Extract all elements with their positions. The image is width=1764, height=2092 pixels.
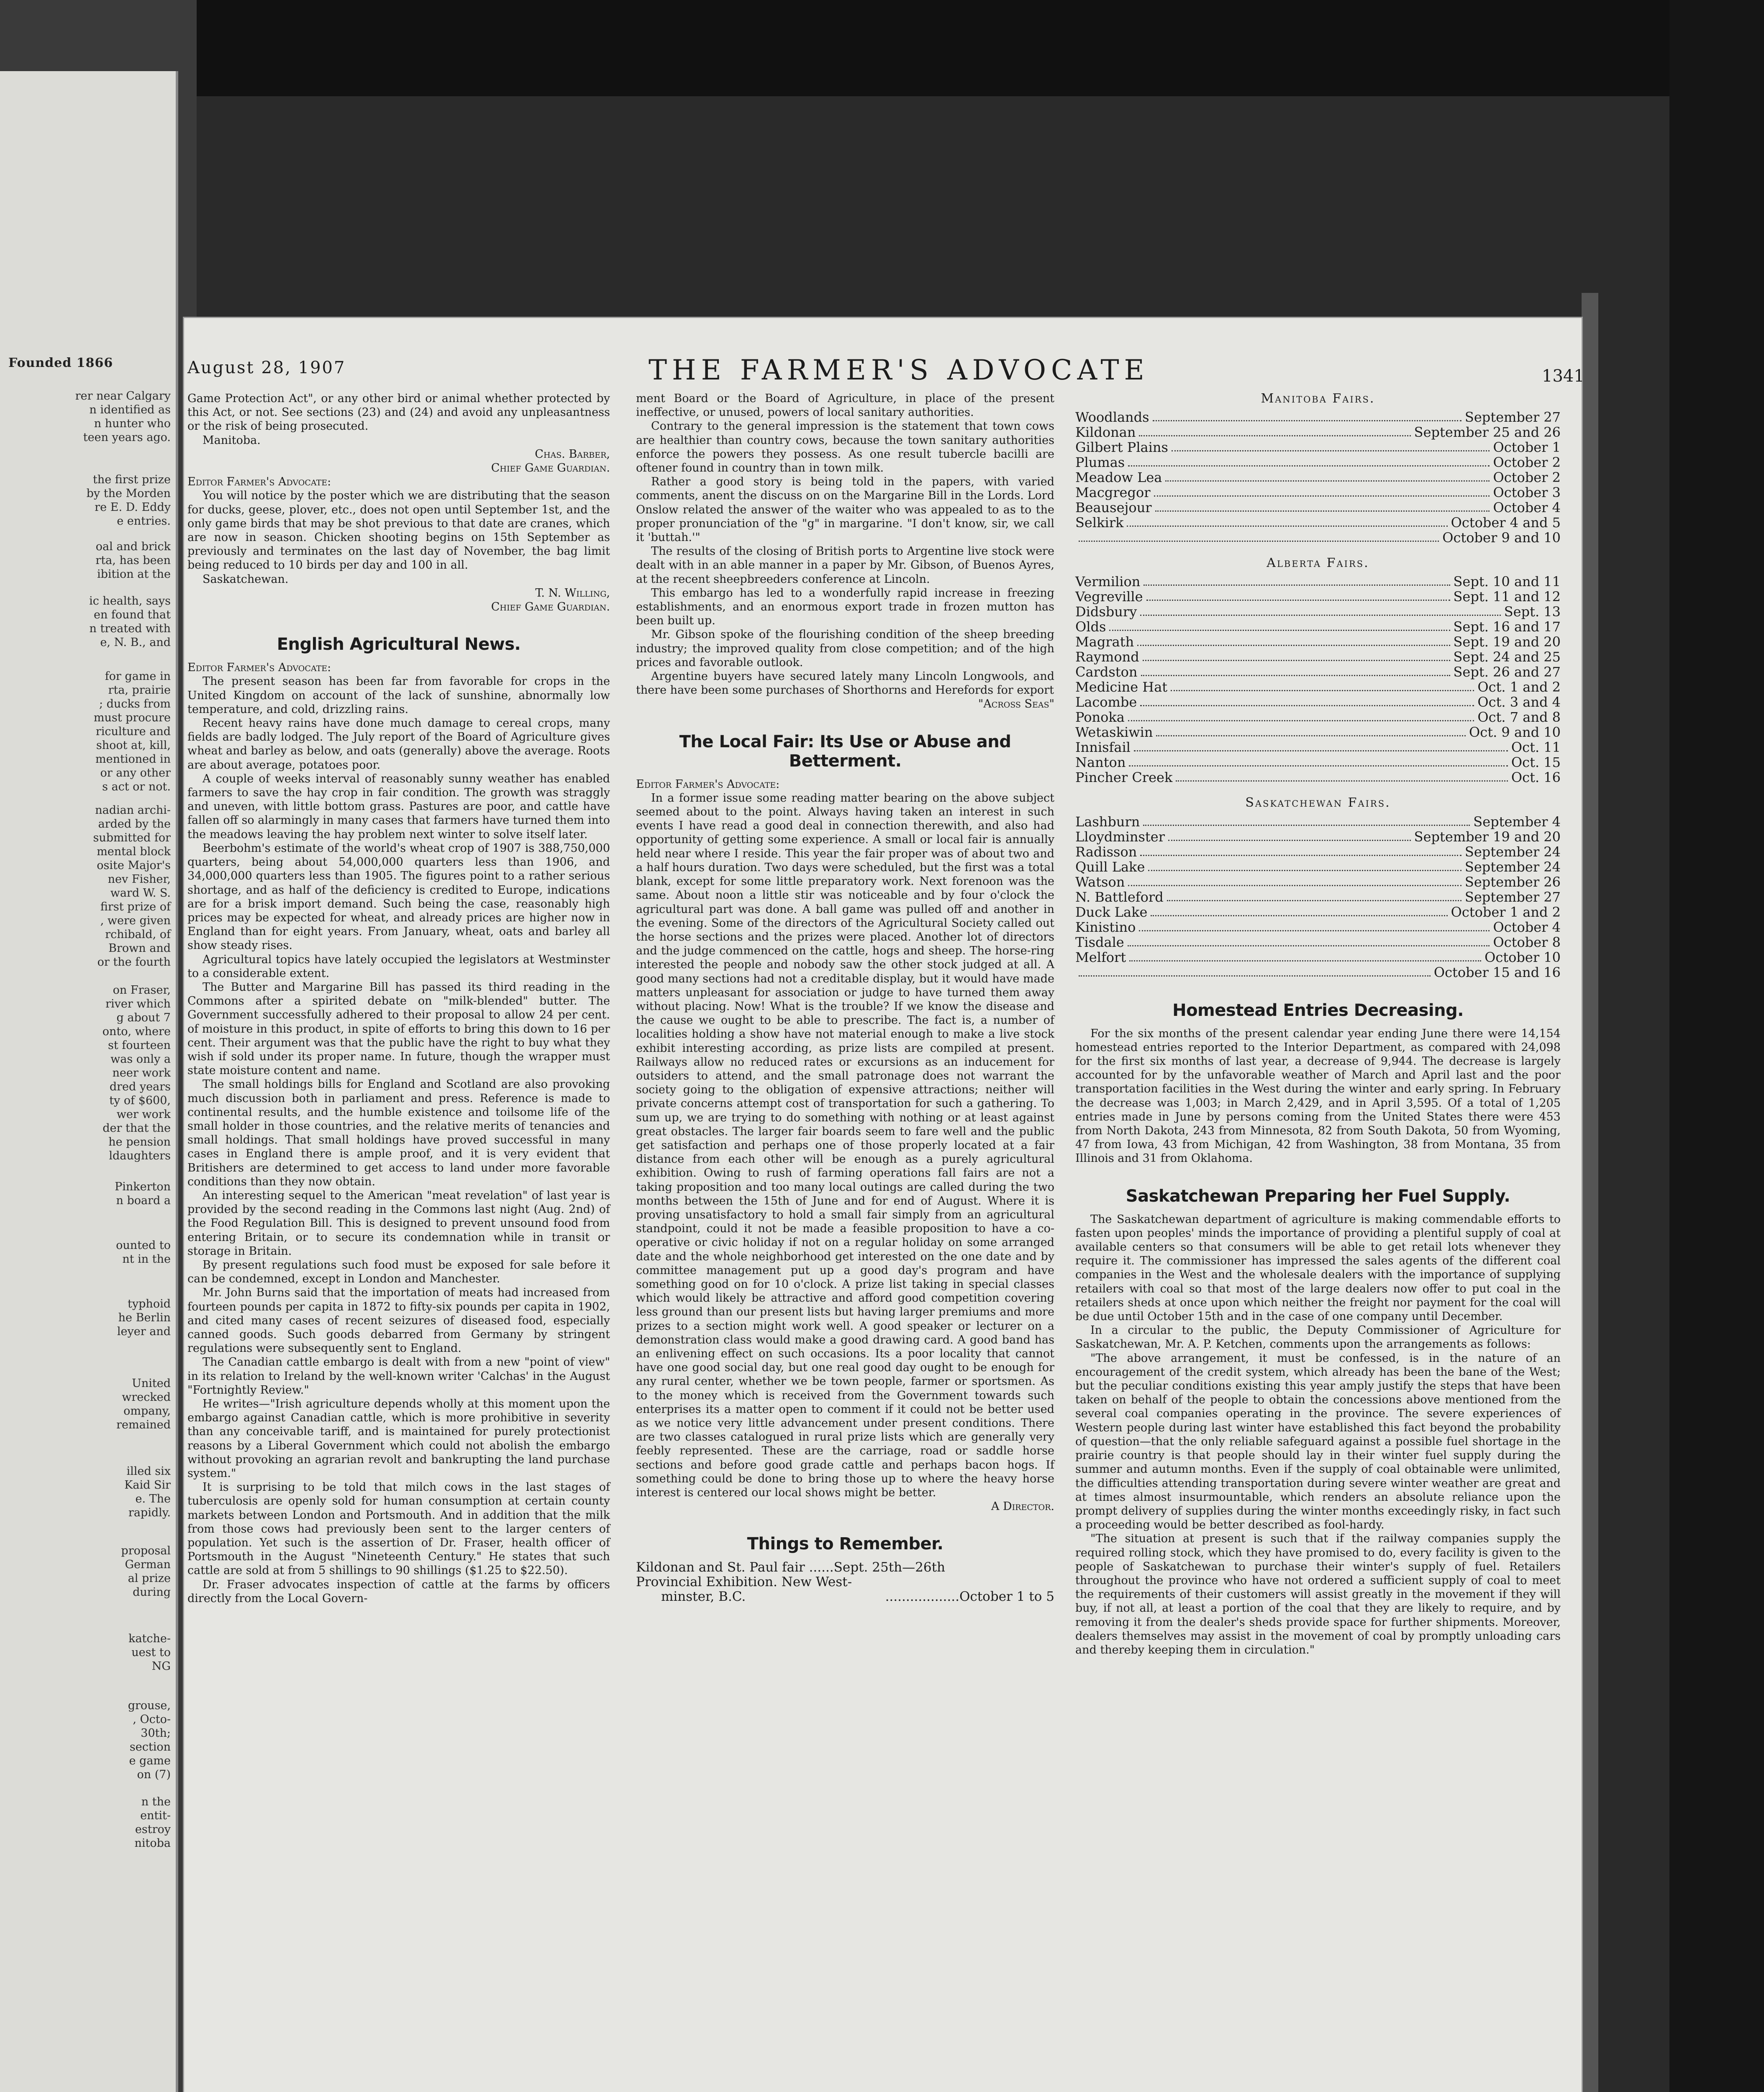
fair-dates: October 1 and 2 <box>1451 904 1561 920</box>
fair-listing <box>1075 470 1561 485</box>
dot-leader <box>1140 604 1500 616</box>
fair-listing <box>1075 740 1561 755</box>
fair-listing <box>1075 695 1561 710</box>
scanner-background-top <box>0 0 1764 96</box>
fair-listing <box>1075 965 1561 980</box>
fair-town: Selkirk <box>1075 515 1124 531</box>
dot-leader <box>1165 470 1490 482</box>
paragraph: Game Protection Act", or any other bird or animal whether protected by this Act, or not. See sections (23) and (24) and avoid any unpleasantness or the risk of being prosecuted. <box>187 392 610 433</box>
facing-page-text: ounted to nt in the <box>116 1239 171 1266</box>
signature-name: "Across Seas" <box>978 697 1054 711</box>
editor-salutation: Editor Farmer's Advocate: <box>187 475 331 489</box>
fair-dates: Oct. 9 and 10 <box>1469 724 1561 741</box>
fair-dates: October 4 <box>1493 919 1561 935</box>
paragraph: Mr. John Burns said that the importation of meats had increased from fourteen pounds per capita in 1872 to fifty-six pounds per capita in 1902, and cited many cases of recent seizures of diseased food, especially canned goods. Such goods debarred from Germany by stringent regulations were subsequently sent to England. <box>187 1286 610 1355</box>
dot-leader <box>1155 500 1490 512</box>
paragraph: Beerbohm's estimate of the world's wheat crop of 1907 is 388,750,000 quarters, being about 54,000,000 quarters less than 1906, and 34,000,000 quarters less than 1905. The figures point to a rather serious shortage, and as half of the deficiency is credited to Europe, indications are for a brisk import demand. Such being the case, reasonably high prices may be expected for wheat, and already prices are higher now in England than for eight years. From January, wheat, oats and barley all show steady rises. <box>187 841 610 952</box>
fairs-list-alberta <box>1075 574 1561 785</box>
paragraph: By present regulations such food must be exposed for sale before it can be condemned, except in London and Manchester. <box>187 1258 610 1286</box>
fairs-heading-manitoba: Manitoba Fairs. <box>1261 391 1375 406</box>
fair-listing <box>1075 844 1561 859</box>
facing-page-text: Pinkerton n board a <box>115 1180 171 1207</box>
fairs-list-saskatchewan <box>1075 814 1561 980</box>
paragraph: A couple of weeks interval of reasonably sunny weather has enabled farmers to save the hay crop in fair condition. The growth was straggly and uneven, with little bottom grass. Pastures are poor, and cattle have fallen off so alarmingly in many cases that farmers have turned them into the meadows leaving the hay problem next winter to solve itself later. <box>187 772 610 841</box>
fair-dates: October 1 <box>1493 439 1561 456</box>
facing-page-text: illed six Kaid Sir e. The rapidly. <box>124 1465 171 1519</box>
paragraph: The Canadian cattle embargo is dealt with from a new "point of view" in its relation to Ireland by the well-known writer 'Calchas' in the August "Fortnightly Review." <box>187 1356 610 1397</box>
fair-town: Watson <box>1075 874 1125 890</box>
dot-leader <box>1128 935 1490 946</box>
fair-dates: Oct. 11 <box>1511 739 1561 756</box>
fair-dates: October 8 <box>1493 934 1561 950</box>
fair-town: Meadow Lea <box>1075 469 1162 486</box>
dot-leader <box>1143 649 1450 661</box>
dot-leader <box>1148 859 1461 871</box>
founded-label: Founded 1866 <box>8 356 113 370</box>
fair-dates: Sept. 19 and 20 <box>1453 634 1561 650</box>
fair-dates: September 24 <box>1464 859 1561 875</box>
paragraph: The small holdings bills for England and Scotland are also provoking much discussion both in parliament and press. Reference is made to continental results, and the humble existence and toilsome life of the small holder in those countries, and the relative merits of tenancies and small holdings. That small holdings have proved successful in many cases in England there is ample proof, and it is very evident that Britishers are determined to get access to land under more favorable conditions than they now obtain. <box>187 1078 610 1188</box>
editor-salutation: Editor Farmer's Advocate: <box>187 661 331 674</box>
fair-town: Nanton <box>1075 754 1126 771</box>
article-heading: Things to Remember. <box>747 1534 944 1554</box>
fair-listing <box>1075 485 1561 500</box>
dot-leader <box>1109 619 1450 631</box>
fair-listing <box>1075 679 1561 695</box>
dot-leader <box>1140 844 1461 856</box>
signature-title: Chief Game Guardian. <box>491 600 610 614</box>
fair-town: Wetaskiwin <box>1075 724 1153 741</box>
fair-listing <box>1075 814 1561 829</box>
dot-leader <box>1168 829 1411 841</box>
dot-leader <box>1137 634 1450 646</box>
fair-dates: Oct. 3 and 4 <box>1477 694 1561 710</box>
masthead-title: THE FARMER'S ADVOCATE <box>649 354 1149 386</box>
dot-leader <box>1139 920 1490 931</box>
fair-town: Pincher Creek <box>1075 769 1173 786</box>
facing-page-text: grouse, , Octo- 30th; section e game on (7) <box>128 1699 171 1781</box>
column-2 <box>636 392 1054 1604</box>
dot-leader <box>1171 679 1474 691</box>
fair-dates: Sept. 24 and 25 <box>1453 649 1561 665</box>
paragraph: Mr. Gibson spoke of the flourishing condition of the sheep breeding industry; the improved quality from close competition; and of the high prices and favorable outlook. <box>636 628 1054 669</box>
column-3 <box>1075 392 1561 1657</box>
fair-town: Beausejour <box>1075 500 1152 516</box>
dot-leader <box>1172 440 1490 451</box>
page-number: 1341 <box>1542 367 1585 386</box>
fair-dates: Sept. 13 <box>1504 604 1561 620</box>
paragraph: This embargo has led to a wonderfully rapid increase in freezing establishments, and an enormous export trade in frozen mutton has been built up. <box>636 586 1054 628</box>
fair-listing <box>1075 455 1561 470</box>
fair-listing <box>1075 725 1561 740</box>
fair-town: Raymond <box>1075 649 1139 665</box>
paragraph: It is surprising to be told that milch cows in the last stages of tuberculosis are openly sold for human consumption at certain county markets between London and Portsmouth. And in addition that the milk from those cows had previously been sent to the larger centers of population. Yet such is the assertion of Dr. Fraser, health officer of Portsmouth in the August "Nineteenth Century." He states that such cattle are sold at from 5 shillings to 90 shillings ($1.25 to $22.50). <box>187 1481 610 1577</box>
fair-town: Macgregor <box>1075 485 1151 501</box>
paragraph: Contrary to the general impression is the statement that town cows are healthier than country cows, because the town sanitary authorities enforce the powers they possess. As one result tubercle bacilli are oftener found in country than in town milk. <box>636 420 1054 475</box>
fair-dates: Sept. 11 and 12 <box>1453 589 1561 605</box>
fair-dates: Oct. 7 and 8 <box>1477 709 1561 726</box>
dot-leader <box>1153 410 1461 421</box>
place-name: Manitoba. <box>203 433 261 447</box>
dot-leader <box>1128 874 1461 886</box>
paragraph: Argentine buyers have secured lately many Lincoln Longwools, and there have been some purchases of Shorthorns and Herefords for export <box>636 670 1054 697</box>
facing-page-text: nadian archi- arded by the submitted for mental block osite Major's nev Fisher, ward W. S. first prize of , were given rchibald, of Brown and or the fourth <box>93 804 171 969</box>
paragraph: The Butter and Margarine Bill has passed its third reading in the Commons after a spirited debate on "milk-blended" butter. The Government successfully adhered to their proposal to allow 24 per cent. of moisture in this product, in spite of efforts to bring this down to 16 per cent. Their argument was that the public have the right to buy what they wish if sold under its proper name. In future, though the wrapper must state moisture content and name. <box>187 980 610 1077</box>
fair-dates: Oct. 1 and 2 <box>1477 679 1561 695</box>
fair-listing <box>1075 920 1561 935</box>
dot-leader <box>1143 814 1470 826</box>
fair-listing <box>1075 905 1561 920</box>
signature-name: T. N. Willing, <box>535 586 610 600</box>
dot-leader <box>1128 455 1490 467</box>
editor-salutation: Editor Farmer's Advocate: <box>636 777 780 791</box>
dot-leader <box>1146 589 1450 601</box>
dot-leader <box>1176 770 1508 782</box>
fair-listing <box>1075 410 1561 425</box>
dot-leader <box>1144 574 1450 586</box>
event-listing: Provincial Exhibition. New West- <box>636 1574 852 1590</box>
fair-dates: October 4 <box>1493 500 1561 516</box>
fair-town: Duck Lake <box>1075 904 1148 920</box>
signature-name: Chas. Barber, <box>535 447 610 461</box>
fair-town: Lacombe <box>1075 694 1137 710</box>
newspaper-page <box>184 318 1585 2092</box>
facing-page-text: proposal German al prize during <box>121 1544 171 1599</box>
fair-listing <box>1075 425 1561 440</box>
fair-listing <box>1075 604 1561 619</box>
paragraph: ment Board or the Board of Agriculture, in place of the present ineffective, or unused, powers of local sanitary authorities. <box>636 392 1054 419</box>
fair-town: Vermilion <box>1075 574 1141 590</box>
place-name: Saskatchewan. <box>203 572 289 586</box>
fair-listing <box>1075 890 1561 905</box>
paragraph: Dr. Fraser advocates inspection of cattle at the farms by officers directly from the Local Govern- <box>187 1578 610 1605</box>
dot-leader <box>1079 530 1439 542</box>
facing-page-text: the first prize by the Morden re E. D. Eddy e entries. <box>86 473 171 528</box>
fair-town: Olds <box>1075 619 1106 635</box>
column-1 <box>187 392 610 1605</box>
fair-town: Ponoka <box>1075 709 1125 726</box>
fair-dates: October 15 and 16 <box>1433 964 1561 980</box>
event-listing: Kildonan and St. Paul fair ......Sept. 25th—26th <box>636 1560 945 1575</box>
dot-leader <box>1129 950 1481 961</box>
article-heading: English Agricultural News. <box>277 635 521 654</box>
fair-dates: October 2 <box>1493 454 1561 471</box>
fair-town: Innisfail <box>1075 739 1131 756</box>
fair-listing <box>1075 619 1561 634</box>
event-dates: ..................October 1 to 5 <box>885 1589 1054 1605</box>
fair-town: Quill Lake <box>1075 859 1145 875</box>
article-heading: Saskatchewan Preparing her Fuel Supply. <box>1126 1186 1510 1206</box>
page-header <box>184 354 1585 387</box>
fair-town: Didsbury <box>1075 604 1137 620</box>
fair-dates: October 4 and 5 <box>1451 515 1561 531</box>
fair-town: Lashburn <box>1075 813 1140 830</box>
paragraph: The present season has been far from favorable for crops in the United Kingdom on account of the lack of sunshine, abnormally low temperature, and cold, drizzling rains. <box>187 675 610 716</box>
fair-listing <box>1075 649 1561 664</box>
fair-dates: September 4 <box>1473 813 1561 830</box>
page-edge-shadow <box>1582 293 1598 2092</box>
signature-name: A Director. <box>991 1500 1054 1513</box>
fair-listing <box>1075 530 1561 545</box>
fair-town: Melfort <box>1075 949 1126 965</box>
fair-listing <box>1075 874 1561 890</box>
fair-town: Tisdale <box>1075 934 1124 950</box>
facing-page-text: oal and brick rta, has been ibition at the <box>95 540 171 581</box>
event-listing <box>636 1590 1054 1604</box>
fair-listing <box>1075 574 1561 589</box>
fair-dates: September 27 <box>1464 409 1561 426</box>
dot-leader <box>1134 740 1508 751</box>
fair-dates: Sept. 16 and 17 <box>1453 619 1561 635</box>
fair-dates: September 24 <box>1464 843 1561 860</box>
facing-page-text: katche- uest to NG <box>128 1632 171 1673</box>
dot-leader <box>1156 725 1466 736</box>
signature-title: Chief Game Guardian. <box>491 461 610 475</box>
fairs-list-manitoba <box>1075 410 1561 545</box>
fair-dates: October 9 and 10 <box>1442 530 1561 546</box>
dot-leader <box>1140 695 1474 706</box>
paragraph: The results of the closing of British ports to Argentine live stock were dealt with in an able manner in a paper by Mr. Gibson, of Buenos Ayres, at the recent sheepbreeders conference at Lincoln. <box>636 545 1054 586</box>
paragraph: Recent heavy rains have done much damage to cereal crops, many fields are badly lodged. The July report of the Board of Agriculture gives wheat and barley as below, and oats (generally) above the average. Roots are about average, potatoes poor. <box>187 717 610 772</box>
issue-date: August 28, 1907 <box>187 358 346 377</box>
fair-listing <box>1075 634 1561 649</box>
paragraph: An interesting sequel to the American "meat revelation" of last year is provided by the second reading in the Commons last night (Aug. 2nd) of the Food Regulation Bill. This is designed to prevent unsound food from entering Britain, or to secure its condemnation while in transit or storage in Britain. <box>187 1189 610 1258</box>
fair-town: Kinistino <box>1075 919 1136 935</box>
fair-listing <box>1075 755 1561 770</box>
fair-town: Radisson <box>1075 843 1137 860</box>
fair-dates: Sept. 26 and 27 <box>1453 664 1561 680</box>
fair-dates: September 19 and 20 <box>1414 828 1561 845</box>
fair-listing <box>1075 770 1561 785</box>
paragraph: You will notice by the poster which we are distributing that the season for ducks, geese, plover, etc., does not open until September 1st, and the only game birds that may be shot previous to that date are cranes, which are now in season. Chicken shooting begins on 15th September as previously and terminates on the last day of November, the bag limit being reduced to 10 birds per day and 100 in all. <box>187 489 610 572</box>
paragraph: In a former issue some reading matter bearing on the above subject seemed about to the point. Always having taken an interest in such events I have read a good deal in connection therewith, and also had opportunity of getting some experience. A small or local fair is annually held near where I reside. This year the fair proper was of about two and a half hours duration. Two days were scheduled, but the first was a total blank, except for some little preparatory work. Next forenoon was the same. About noon a little stir was noticeable and by four o'clock the agricultural part was done. A ball game was pulled off and another in the evening. Some of the directors of the Agricultural Society called out the horse sections and the prizes were placed. Another lot of directors and the judge commenced on the cattle, hogs and sheep. The horse-ring interested the people and nobody saw the other stock judged at all. A good many sections had not a creditable display, but it would have made matters unpleasant for association or judge to have turned them away without placing. Now! What is the trouble? If we know the disease and the cause we ought to be able to prescribe. The fact is, a number of localities holding a show have not material enough to make a live stock exhibit interesting according, as prize lists are compiled at present. Railways allow no reduced rates or excursions as an inducement for outsiders to attend, and the small patronage does not warrant the society going to the obligation of expensive attractions; neither will private concerns attempt cost of transportation for such a gathering. To sum up, we are trying to do something with nothing or at least against great obstacles. The larger fair boards seem to fare well and the public get satisfaction and perhaps one of those properly located at a fair distance from each other will be enough as a purely agricultural exhibition. Owing to rush of farming operations fall fairs are not a taking proposition and too many local outings are called during the two months between the 15th of June and for end of August. Where it is proving unsatisfactory to hold a small fair simply from an agricultural standpoint, could it not be made a feasible proposition to have a co-operative or civic holiday if not on a regular holiday on some arranged date and the whole neighborhood get interested on the one date and by committee management put up a good day's program and have something good on for 10 o'clock. A prize list taking in special classes which would likely be attractive and afford good competition covering less ground than our present lists but having larger premiums and more prizes to a section might work well. A good speaker or lecturer on a demonstration class would make a good drawing card. A good band has an enlivening effect on such occasions. Its a poor locality that cannot have one good social day, but one real good day ought to be enough for any rural center, whether we be town people, farmer or sportsmen. As to the money which is received from the Government towards such enterprises its a matter open to comment if it could not be better used as we notice very little advancement under present conditions. There are two classes catalogued in rural prize lists which are generally very feebly represented. These are the carriage, road or saddle horse sections and before good grade cattle and perhaps bacon hogs. If something could be done to bring those up to where the heavy horse interest is centered our local shows might be better. <box>636 791 1054 1500</box>
fair-town: Vegreville <box>1075 589 1143 605</box>
fair-listing <box>1075 664 1561 679</box>
fair-town: Kildonan <box>1075 424 1136 441</box>
fair-dates: Oct. 15 <box>1511 754 1561 771</box>
dot-leader <box>1151 905 1447 916</box>
facing-page-text: n the entit- estroy nitoba <box>134 1795 171 1850</box>
fair-town: Medicine Hat <box>1075 679 1168 695</box>
dot-leader <box>1079 965 1431 977</box>
fair-listing <box>1075 515 1561 530</box>
fair-dates: September 25 and 26 <box>1414 424 1561 441</box>
fair-listing <box>1075 710 1561 725</box>
facing-page-text: rer near Calgary n identified as n hunter who teen years ago. <box>75 390 171 444</box>
scanner-background-right <box>1669 0 1764 2092</box>
fair-town: Cardston <box>1075 664 1138 680</box>
fairs-heading-alberta: Alberta Fairs. <box>1267 556 1369 571</box>
facing-page-text: for game in rta, prairie ; ducks from must procure riculture and shoot at, kill, mentioned in or any other s act or not. <box>93 670 171 793</box>
article-heading: The Local Fair: Its Use or Abuse and Betterment. <box>679 732 1011 771</box>
fair-dates: September 26 <box>1464 874 1561 890</box>
paragraph: "The above arrangement, it must be confessed, is in the nature of an encouragement of the credit system, which already has been the bane of the West; but the peculiar conditions existing this year amply justify the steps that have been taken on behalf of the people to obtain the concessions above mentioned from the several coal companies operating in the province. The severe experiences of Western people during last winter have established this fact beyond the probability of question—that the only reliable safeguard against a possible fuel shortage in the prairie country is that people should lay in their winter fuel supply during the summer and autumn months. Even if the supply of coal obtainable were unlimited, the difficulties attending transportation during severe winter weather are great and at times almost insurmountable, which renders an absolute reliance upon the prompt delivery of supplies during the winter months exceedingly risky, in fact such a proceeding would be better described as fool-hardy. <box>1075 1351 1561 1532</box>
fair-listing <box>1075 935 1561 950</box>
fair-town: Lloydminster <box>1075 828 1165 845</box>
paragraph: In a circular to the public, the Deputy Commissioner of Agriculture for Saskatchewan, Mr. A. P. Ketchen, comments upon the arrangements as follows: <box>1075 1324 1561 1351</box>
fair-dates: September 27 <box>1464 889 1561 905</box>
facing-page-text: on Fraser, river which g about 7 onto, where st fourteen was only a neer work dred years ty of $600, wer work der that the he pension ldaughters <box>102 984 171 1162</box>
facing-page-text: typhoid he Berlin leyer and <box>117 1297 171 1338</box>
paragraph: For the six months of the present calendar year ending June there were 14,154 homestead entries reported to the Interior Department, as compared with 24,098 for the first six months of last year, a decrease of 9,944. The decrease is largely accounted for by the unfavorable weather of March and April last and the poor transportation facilities in the West during the winter and early spring. In February the decrease was 1,003; in March 2,429, and in April 3,595. Of a total of 1,205 entries made in June by persons coming from the United States there were 453 from North Dakota, 243 from Minnesota, 82 from South Dakota, 50 from Wyoming, 47 from Iowa, 43 from Michigan, 42 from Washington, 38 from Montana, 35 from Illinois and 31 from Oklahoma. <box>1075 1027 1561 1165</box>
facing-page-text: United wrecked ompany, remained <box>116 1377 171 1431</box>
dot-leader <box>1139 425 1410 436</box>
fair-town: Magrath <box>1075 634 1134 650</box>
fair-dates: October 10 <box>1485 949 1561 965</box>
event-place: minster, B.C. <box>661 1589 746 1605</box>
fair-listing <box>1075 500 1561 515</box>
fair-dates: October 2 <box>1493 469 1561 486</box>
dot-leader <box>1167 890 1461 901</box>
fair-listing <box>1075 950 1561 965</box>
article-heading: Homestead Entries Decreasing. <box>1172 1000 1464 1020</box>
facing-page-fragment <box>0 71 178 2092</box>
fair-dates: October 3 <box>1493 485 1561 501</box>
fair-town: N. Battleford <box>1075 889 1164 905</box>
paragraph: He writes—"Irish agriculture depends wholly at this moment upon the embargo against Canadian cattle, which is more prohibitive in severity than any conceivable tariff, and is maintained for purely protectionist reasons by a Liberal Government which could not abolish the embargo without provoking an agrarian revolt and bankrupting the land purchase system." <box>187 1397 610 1480</box>
fair-listing <box>1075 859 1561 874</box>
facing-page-text: ic health, says en found that n treated with e, N. B., and <box>89 595 171 649</box>
fair-town: Woodlands <box>1075 409 1149 426</box>
paragraph: Rather a good story is being told in the papers, with varied comments, anent the discuss on on the Margarine Bill in the Lords. Lord Onslow related the answer of the waiter who was appealed to as to the proper pronunciation of the "g" in margarine. "I don't know, sir, we call it 'buttah.'" <box>636 475 1054 544</box>
fair-dates: Sept. 10 and 11 <box>1453 574 1561 590</box>
paragraph: The Saskatchewan department of agriculture is making commendable efforts to fasten upon peoples' minds the importance of providing a plentiful supply of coal at available centers so that consumers will be able to get retail lots whenever they require it. The commissioner has impressed the sales agents of the different coal companies in the West and the wholesale dealers with the importance of supplying retailers with coal so that most of the large dealers now offer to put coal in the retailers sheds at once upon which neither the freight nor payment for the coal will be due until October 15th and in the case of one company until December. <box>1075 1213 1561 1323</box>
fair-listing <box>1075 589 1561 604</box>
dot-leader <box>1154 485 1490 497</box>
fair-listing <box>1075 440 1561 455</box>
fair-dates: Oct. 16 <box>1511 769 1561 786</box>
dot-leader <box>1141 664 1450 676</box>
fair-listing <box>1075 829 1561 844</box>
fair-town: Gilbert Plains <box>1075 439 1168 456</box>
dot-leader <box>1128 710 1474 721</box>
paragraph: Agricultural topics have lately occupied the legislators at Westminster to a considerable extent. <box>187 953 610 980</box>
dot-leader <box>1129 755 1508 767</box>
fair-town: Plumas <box>1075 454 1125 471</box>
fairs-heading-saskatchewan: Saskatchewan Fairs. <box>1245 795 1391 810</box>
dot-leader <box>1127 515 1447 527</box>
paragraph: "The situation at present is such that if the railway companies supply the required rolling stock, which they have promised to do, every facility is given to the people of Saskatchewan to purchase their winter's supply of fuel. Retailers throughout the province who have not ordered a sufficient supply of coal to meet the requirements of their customers will assist greatly in the movement if they will buy, if not all, at least a portion of the coal that they are likely to require, and by removing it from the dealer's sheds provide space for further shipments. Moreover, dealers themselves may assist in the movement of coal by promptly unloading cars and thereby keeping them in circulation." <box>1075 1532 1561 1656</box>
